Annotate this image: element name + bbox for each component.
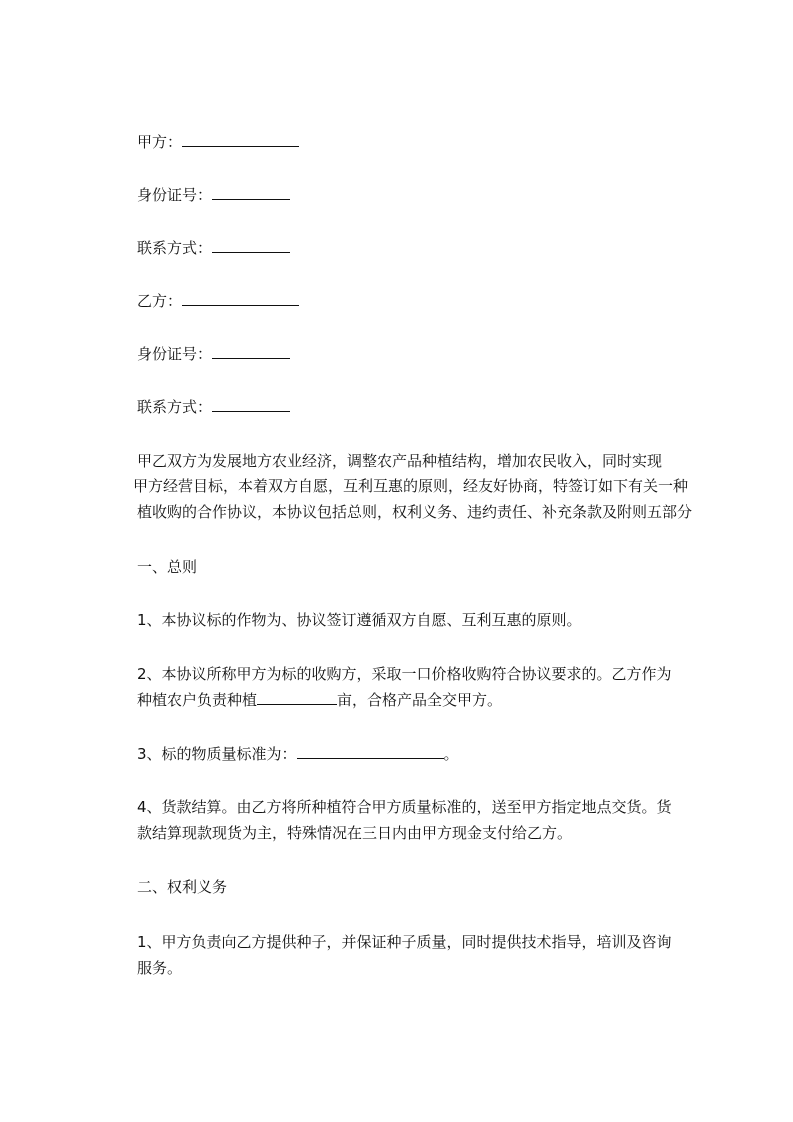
contact-a-blank[interactable] (212, 238, 290, 253)
contact-a-line (137, 238, 290, 258)
preamble-line-3: 植收购的合作协议，本协议包括总则，权利义务、违约责任、补充条款及附则五部分 (137, 503, 693, 521)
quality-standard-blank[interactable] (297, 744, 444, 759)
section-2-clause-1-line-1: 1、甲方负责向乙方提供种子，并保证种子质量，同时提供技术指导，培训及咨询 (137, 933, 672, 951)
preamble-line-2: 甲方经营目标，本着双方自愿，互利互惠的原则，经友好协商，特签订如下有关一种 (133, 477, 689, 495)
contact-b-blank[interactable] (212, 397, 290, 412)
section-1-clause-3 (137, 744, 459, 764)
acreage-blank[interactable] (257, 690, 337, 705)
contact-b-line (137, 397, 290, 417)
contact-label-b: 联系方式： (137, 398, 213, 416)
clause-2-text-post: 亩，合格产品全交甲方。 (337, 691, 503, 709)
section-2-title: 二、权利义务 (137, 878, 228, 896)
clause-2-text-pre: 种植农户负责种植 (137, 691, 258, 709)
party-b-label: 乙方： (137, 292, 183, 310)
section-1-clause-4-line-1: 4、货款结算。由乙方将所种植符合甲方质量标准的，送至甲方指定地点交货。货 (137, 798, 672, 816)
id-label-a: 身份证号： (137, 186, 213, 204)
clause-3-text-pre: 3、标的物质量标准为： (137, 745, 297, 763)
id-a-line (137, 185, 290, 205)
contact-label-a: 联系方式： (137, 239, 213, 257)
id-a-blank[interactable] (212, 185, 290, 200)
section-1-clause-1: 1、本协议标的作物为、协议签订遵循双方自愿、互利互惠的原则。 (137, 611, 582, 629)
section-1-clause-2-line-1: 2、本协议所称甲方为标的收购方，采取一口价格收购符合协议要求的。乙方作为 (137, 665, 672, 683)
id-label-b: 身份证号： (137, 345, 213, 363)
id-b-blank[interactable] (212, 344, 290, 359)
id-b-line (137, 344, 290, 364)
preamble-line-1: 甲乙双方为发展地方农业经济，调整农产品种植结构，增加农民收入，同时实现 (137, 452, 663, 470)
party-a-label: 甲方： (137, 133, 183, 151)
party-b-blank[interactable] (182, 291, 299, 306)
clause-3-text-post: 。 (443, 745, 459, 763)
section-2-clause-1-line-2: 服务。 (137, 959, 183, 977)
party-a-line (137, 132, 299, 152)
section-1-clause-4-line-2: 款结算现款现货为主，特殊情况在三日内由甲方现金支付给乙方。 (137, 824, 573, 842)
party-b-line (137, 291, 299, 311)
party-a-blank[interactable] (182, 132, 299, 147)
section-1-title: 一、总则 (137, 558, 198, 576)
section-1-clause-2-line-2 (137, 690, 502, 710)
